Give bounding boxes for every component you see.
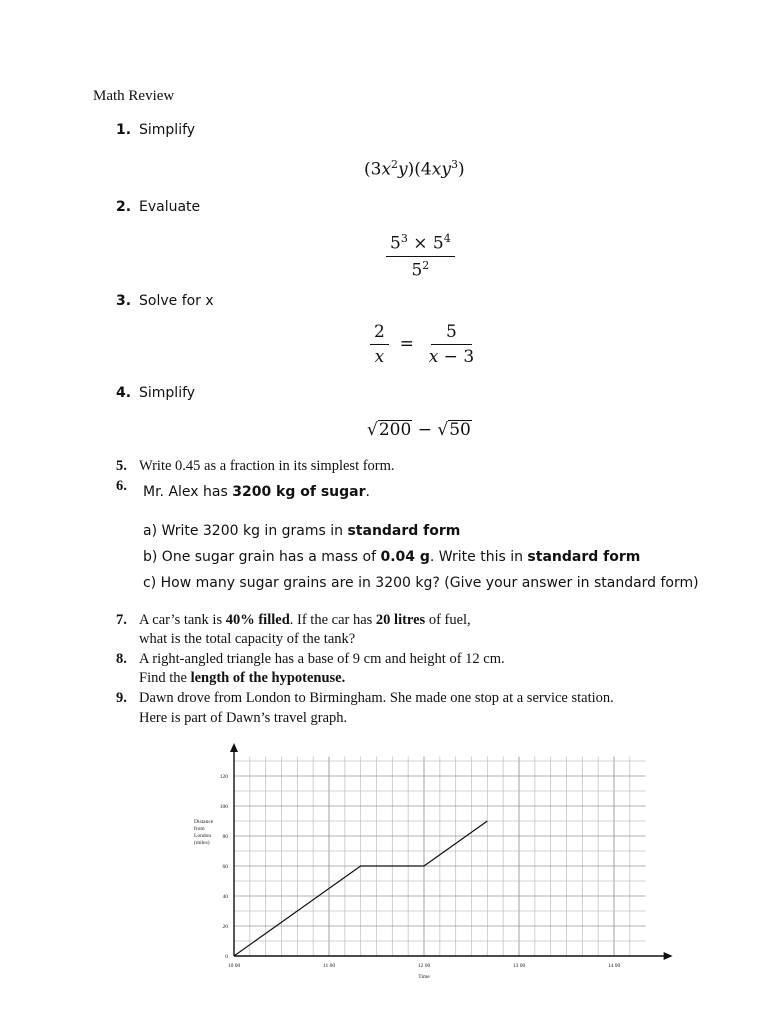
y-axis-label: Distance (194, 819, 214, 825)
question-1-number: 1. (116, 122, 132, 138)
y-tick-label: 100 (219, 804, 228, 810)
question-2-expression: $\frac{5^3 \times 5^4}{5^2}$ (386, 232, 455, 280)
y-tick-label: 20 (222, 924, 228, 930)
y-tick-label: 40 (222, 894, 228, 900)
x-axis-arrow (664, 952, 673, 960)
x-tick-label: 10 00 (227, 963, 241, 969)
question-5-number: 5. (116, 458, 127, 474)
x-tick-label: 12 00 (417, 963, 431, 969)
page-title: Math Review (93, 88, 175, 104)
question-7-number: 7. (116, 612, 127, 628)
question-3-number: 3. (116, 293, 132, 309)
x-tick-label: 11 00 (322, 963, 336, 969)
question-6-number: 6. (116, 478, 127, 494)
x-tick-label: 14 00 (607, 963, 621, 969)
question-8-number: 8. (116, 651, 127, 667)
question-6-part-a: a) Write 3200 kg in grams in standard form (143, 523, 461, 539)
question-9-line-2: Here is part of Dawn’s travel graph. (139, 710, 348, 726)
travel-graph (190, 738, 621, 988)
question-9-number: 9. (116, 690, 127, 706)
y-axis-arrow (230, 743, 238, 752)
question-1-expression: $(3x^2y)(4xy^3)$ (364, 158, 465, 180)
question-3-expression: $\frac{2}{x}$ = $\frac{5}{x - 3}$ (370, 322, 478, 367)
question-6-part-c: c) How many sugar grains are in 3200 kg? (Give your answer in standard form) (143, 575, 699, 591)
question-6-intro: Mr. Alex has 3200 kg of sugar. (143, 484, 370, 500)
question-3-text: Solve for x (139, 293, 214, 309)
x-tick-label: 13 00 (512, 963, 526, 969)
question-2-text: Evaluate (139, 199, 201, 215)
y-tick-label: 0 (225, 954, 228, 960)
question-1-text: Simplify (139, 122, 196, 138)
question-7-line-2: what is the total capacity of the tank? (139, 631, 356, 647)
question-9-line-1: Dawn drove from London to Birmingham. She made one stop at a service station. (139, 690, 614, 706)
question-4-number: 4. (116, 385, 132, 401)
question-8-line-1: A right-angled triangle has a base of 9 cm and height of 12 cm. (139, 651, 505, 667)
y-axis-label: from (194, 826, 205, 832)
y-axis-label: London (194, 833, 212, 839)
question-4-text: Simplify (139, 385, 196, 401)
x-axis-label: Time (418, 974, 430, 980)
y-axis-label: (miles) (194, 840, 210, 846)
y-tick-label: 60 (222, 864, 228, 870)
y-tick-label: 80 (222, 834, 228, 840)
question-4-expression: √200 − √50 (367, 420, 471, 440)
question-8-line-2: Find the length of the hypotenuse. (139, 670, 346, 686)
y-tick-label: 120 (219, 774, 228, 780)
question-2-number: 2. (116, 199, 132, 215)
question-6-part-b: b) One sugar grain has a mass of 0.04 g. Write this in standard form (143, 549, 641, 565)
question-7-line-1: A car’s tank is 40% filled. If the car has 20 litres of fuel, (139, 612, 471, 628)
question-5-text: Write 0.45 as a fraction in its simplest form. (139, 458, 395, 474)
